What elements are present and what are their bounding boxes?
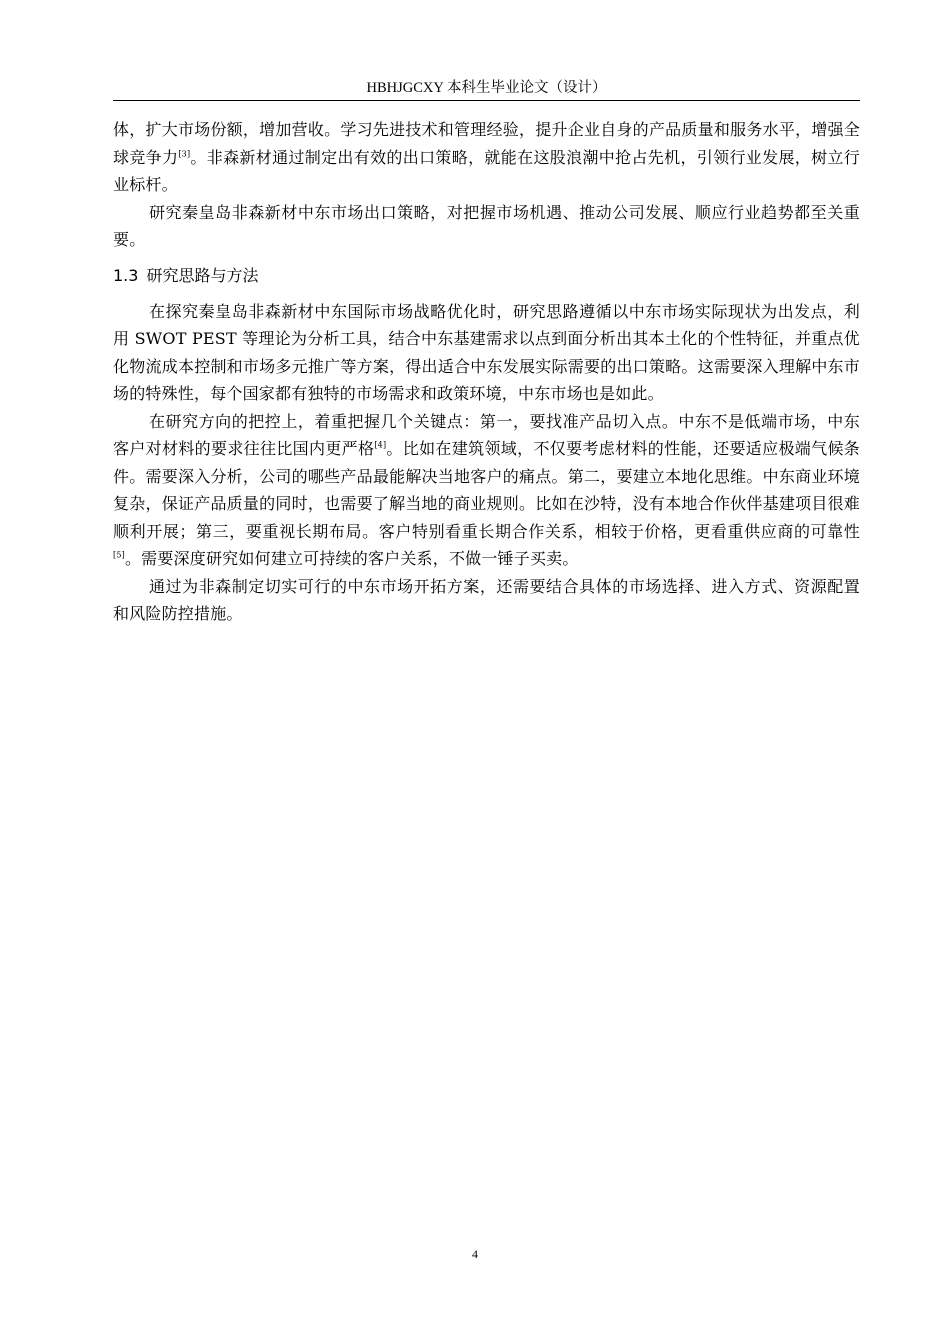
citation-5: [5] xyxy=(113,550,125,560)
paragraph-1-text-a: 体，扩大市场份额，增加营收。学习先进技术和管理经验，提升企业自身的产品质量和服务水平，增强全球竞争力 xyxy=(113,120,860,167)
page-header: HBHJGCXY 本科生毕业论文（设计） xyxy=(366,80,607,96)
paragraph-2: 研究秦皇岛非森新材中东市场出口策略，对把握市场机遇、推动公司发展、顺应行业趋势都至关重要。 xyxy=(113,202,860,249)
document-body xyxy=(113,116,860,628)
paragraph-4-text-c: 。需要深度研究如何建立可持续的客户关系，不做一锤子买卖。 xyxy=(124,549,579,568)
section-heading-1-3 xyxy=(113,263,860,289)
paragraph-4 xyxy=(113,408,860,573)
citation-4: [4] xyxy=(374,440,387,450)
section-number: 1.3 xyxy=(113,265,139,285)
paragraph-3: 在探究秦皇岛非森新材中东国际市场战略优化时，研究思路遵循以中东市场实际现状为出发点，利用 SWOT PEST 等理论为分析工具，结合中东基建需求以点到面分析出其本土化的个性特征，并重点优化物流成本控制和市场多元推广等方案，得出适合中东发展实际需要的出口策略。这需要深入理解中东市场的特殊性，每个国家都有独特的市场需求和政策环境，中东市场也是如此。 xyxy=(113,301,860,403)
paragraph-1 xyxy=(113,116,860,199)
citation-3: [3] xyxy=(178,149,191,159)
paragraph-1-text-b: 。非森新材通过制定出有效的出口策略，就能在这股浪潮中抢占先机，引领行业发展，树立行业标杆。 xyxy=(113,147,860,194)
section-title: 研究思路与方法 xyxy=(146,265,259,285)
paragraph-4-text-b: 。比如在建筑领域，不仅要考虑材料的性能，还要适应极端气候条件。需要深入分析，公司的哪些产品最能解决当地客户的痛点。第二，要建立本地化思维。中东商业环境复杂，保证产品质量的同时，也需要了解当地的商业规则。比如在沙特，没有本地合作伙伴基建项目很难顺利开展；第三，要重视长期布局。客户特别看重长期合作关系，相较于价格，更看重供应商的可靠性 xyxy=(113,439,860,541)
page-number: 4 xyxy=(472,1247,478,1261)
header-divider xyxy=(113,100,860,101)
paragraph-4-text-a: 在研究方向的把控上，着重把握几个关键点：第一，要找准产品切入点。中东不是低端市场，中东客户对材料的要求往往比国内更严格 xyxy=(113,411,860,458)
paragraph-5: 通过为非森制定切实可行的中东市场开拓方案，还需要结合具体的市场选择、进入方式、资源配置和风险防控措施。 xyxy=(113,576,860,623)
